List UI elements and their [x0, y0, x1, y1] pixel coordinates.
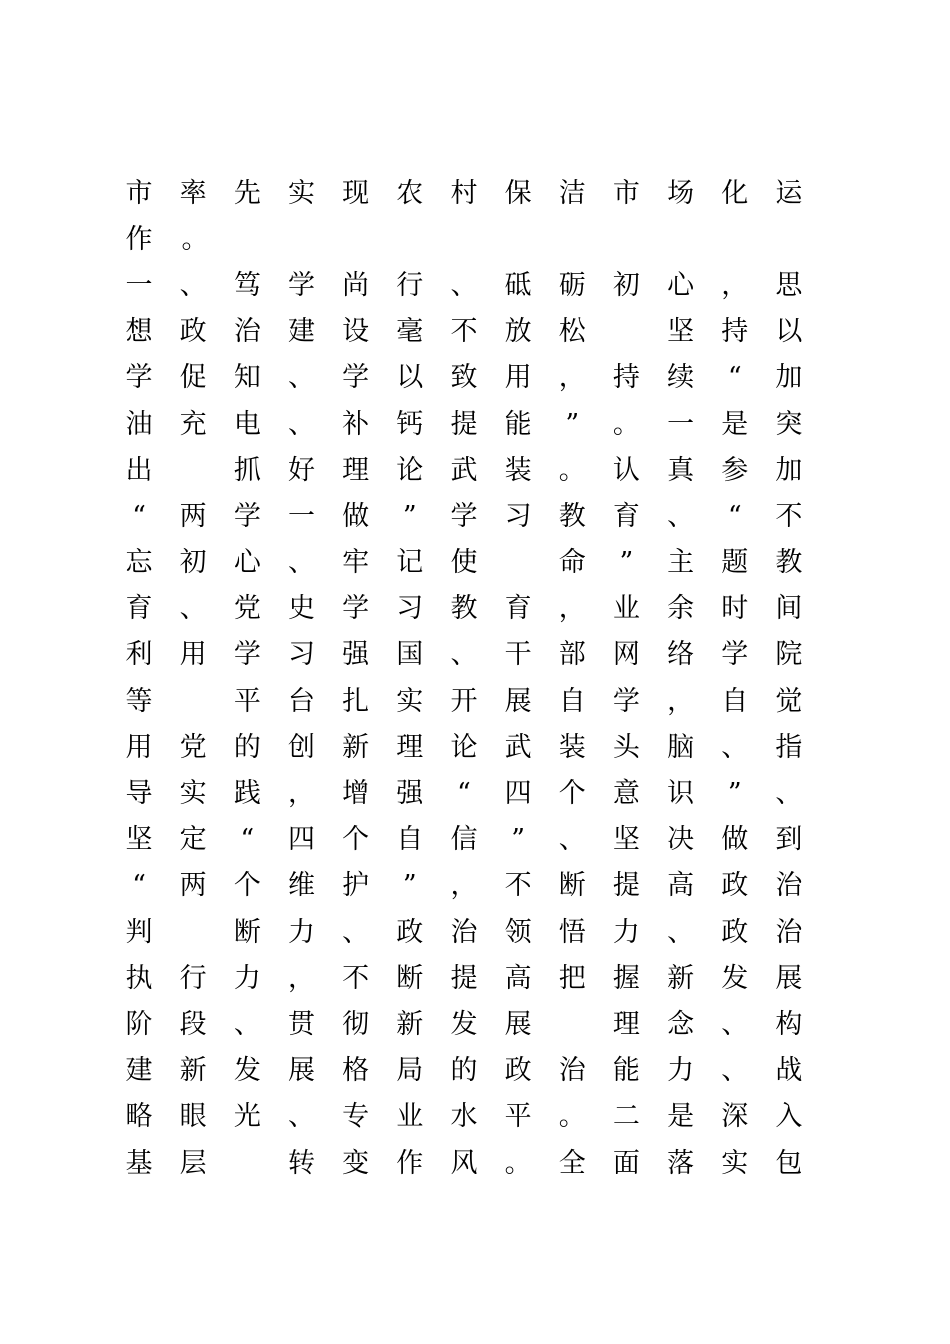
text-char: “ [132, 500, 146, 532]
text-char: 深 [721, 1101, 749, 1133]
text-char: 格 [342, 1055, 370, 1087]
text-char: 育 [125, 593, 153, 625]
text-char: 政 [179, 316, 207, 348]
text-char: 是 [667, 1101, 695, 1133]
text-line [124, 1048, 804, 1094]
text-char: 贯 [287, 1008, 315, 1040]
text-char: 彻 [342, 1008, 370, 1040]
text-char: 心 [233, 547, 261, 579]
text-char: 建 [287, 316, 315, 348]
text-char: 论 [450, 731, 478, 763]
text-char: 参 [721, 454, 749, 486]
text-char: 觉 [775, 685, 803, 717]
text-char: 把 [558, 962, 586, 994]
text-char: 、 [775, 778, 803, 810]
text-char: 使 [450, 547, 478, 579]
text-char: 四 [504, 778, 532, 810]
text-char: 层 [179, 1147, 207, 1179]
text-char: 、 [667, 500, 695, 532]
text-char: 决 [667, 824, 695, 856]
text-char: 政 [721, 870, 749, 902]
text-char: 力 [233, 962, 261, 994]
text-line [124, 724, 804, 770]
text-char: 发 [233, 1055, 261, 1087]
text-line [124, 355, 804, 401]
text-char: 学 [233, 639, 261, 671]
text-char: 、 [450, 639, 478, 671]
text-char: ” [402, 500, 417, 532]
text-char: 一 [667, 408, 695, 440]
text-char: 、 [558, 824, 586, 856]
text-char: 念 [667, 1008, 695, 1040]
text-char: 两 [179, 870, 207, 902]
text-char: 国 [396, 639, 424, 671]
text-char: 眼 [179, 1101, 207, 1133]
text-char: 油 [125, 408, 153, 440]
text-char: 忘 [125, 547, 153, 579]
text-char: “ [727, 500, 742, 532]
text-char: 增 [342, 778, 370, 810]
text-char: 网 [612, 639, 640, 671]
text-char: 平 [504, 1101, 532, 1133]
text-char: 定 [179, 824, 207, 856]
text-char: 平 [233, 685, 261, 717]
text-char: 握 [612, 962, 640, 994]
text-char: 砺 [558, 269, 586, 301]
text-char: 部 [558, 639, 586, 671]
text-char: 面 [612, 1147, 640, 1179]
text-char: 学 [287, 269, 315, 301]
text-char: 治 [450, 916, 478, 948]
text-char: 尚 [342, 269, 370, 301]
text-char: 悟 [558, 916, 586, 948]
text-line [124, 309, 804, 355]
text-char: 学 [612, 685, 640, 717]
text-line [124, 1001, 804, 1047]
text-char: 钙 [396, 408, 424, 440]
text-char: 光 [233, 1101, 261, 1133]
text-char: 现 [342, 177, 370, 209]
text-char: 能 [612, 1055, 640, 1087]
text-char: 心 [667, 269, 695, 301]
text-char: 初 [179, 547, 207, 579]
text-line [124, 817, 804, 863]
text-char: 教 [450, 593, 478, 625]
text-char: 扎 [342, 685, 370, 717]
text-char: 高 [504, 962, 532, 994]
text-char: 能 [504, 408, 532, 440]
text-char: 松 [558, 316, 586, 348]
text-char: 新 [342, 731, 370, 763]
text-char: 局 [396, 1055, 424, 1087]
text-char: 执 [125, 962, 153, 994]
text-char: 村 [450, 177, 478, 209]
text-char: 教 [558, 500, 586, 532]
text-line [124, 770, 804, 816]
text-char: 用 [179, 639, 207, 671]
text-char: 初 [612, 269, 640, 301]
text-char: 。 [558, 1101, 586, 1133]
text-char: 武 [504, 731, 532, 763]
text-char: 全 [558, 1147, 586, 1179]
text-char: 战 [775, 1055, 803, 1087]
text-char: 提 [450, 408, 478, 440]
text-char: 强 [342, 639, 370, 671]
text-char: 装 [558, 731, 586, 763]
text-char: ， [721, 269, 749, 301]
text-char: 识 [667, 778, 695, 810]
text-char: 入 [775, 1101, 803, 1133]
text-char: 放 [504, 316, 532, 348]
text-char: ， [450, 870, 478, 902]
text-char: 间 [775, 593, 803, 625]
text-char: 断 [558, 870, 586, 902]
text-char: 落 [667, 1147, 695, 1179]
text-char: 信 [450, 824, 478, 856]
text-char: 、 [287, 362, 315, 394]
text-char: 个 [233, 870, 261, 902]
text-char: 习 [396, 593, 424, 625]
document-body [124, 170, 804, 1186]
text-char: ” [402, 870, 417, 902]
text-char: 坚 [667, 316, 695, 348]
text-char: 创 [287, 731, 315, 763]
text-char: 的 [233, 731, 261, 763]
text-line [124, 1094, 804, 1140]
text-char: “ [727, 362, 742, 394]
text-char: 、 [179, 269, 207, 301]
text-char: 题 [721, 547, 749, 579]
text-char: 水 [450, 1101, 478, 1133]
text-line [124, 447, 804, 493]
text-char: 干 [504, 639, 532, 671]
text-char: 持 [612, 362, 640, 394]
text-char: 个 [558, 778, 586, 810]
text-char: ” [619, 547, 634, 579]
text-char: 头 [612, 731, 640, 763]
text-char: 变 [342, 1147, 370, 1179]
text-char: 。 [612, 408, 640, 440]
text-char: 阶 [125, 1008, 153, 1040]
text-char: 。 [558, 454, 586, 486]
text-char: 展 [504, 685, 532, 717]
text-line [124, 540, 804, 586]
text-char: 记 [396, 547, 424, 579]
text-char: 武 [450, 454, 478, 486]
text-char: 牢 [342, 547, 370, 579]
text-char: 好 [287, 454, 315, 486]
text-char: 政 [504, 1055, 532, 1087]
text-char: 时 [721, 593, 749, 625]
text-char: 护 [342, 870, 370, 902]
text-char: 保 [504, 177, 532, 209]
text-char: 利 [125, 639, 153, 671]
text-char: 包 [775, 1147, 803, 1179]
text-char: 理 [342, 454, 370, 486]
text-char: 两 [179, 500, 207, 532]
text-char: 导 [125, 778, 153, 810]
text-char: ” [565, 408, 580, 440]
text-char: ， [558, 362, 586, 394]
text-char [232, 1150, 262, 1177]
text-char: ， [287, 962, 315, 994]
text-char: 断 [233, 916, 261, 948]
text-char: 坚 [612, 824, 640, 856]
text-char: 习 [504, 500, 532, 532]
text-char: 段 [179, 1008, 207, 1040]
text-char: 学 [450, 500, 478, 532]
text-char: 践 [233, 778, 261, 810]
text-char: 认 [612, 454, 640, 486]
text-char: 教 [775, 547, 803, 579]
text-char: 四 [287, 824, 315, 856]
text-char: 业 [612, 593, 640, 625]
text-char: 、 [721, 731, 749, 763]
text-char: ， [667, 685, 695, 717]
text-char: 理 [396, 731, 424, 763]
text-char: 加 [775, 454, 803, 486]
text-char: 笃 [233, 269, 261, 301]
text-char: 判 [125, 916, 153, 948]
text-char: 想 [125, 316, 153, 348]
text-char: 一 [125, 269, 153, 301]
text-char: 到 [775, 824, 803, 856]
text-char: ， [558, 593, 586, 625]
text-char: 、 [667, 916, 695, 948]
text-char: 高 [667, 870, 695, 902]
text-char: 农 [396, 177, 424, 209]
text-char: 意 [612, 778, 640, 810]
text-char: 二 [612, 1101, 640, 1133]
text-char: “ [132, 870, 146, 902]
text-char: 行 [396, 269, 424, 301]
text-char: 院 [775, 639, 803, 671]
text-char: 加 [775, 362, 803, 394]
text-char: 促 [179, 362, 207, 394]
text-char: 政 [396, 916, 424, 948]
text-char: 作 [396, 1147, 424, 1179]
text-char: 学 [342, 593, 370, 625]
text-char: 用 [125, 731, 153, 763]
text-char: 、 [287, 408, 315, 440]
text-char: 实 [287, 177, 315, 209]
text-char: 力 [287, 916, 315, 948]
text-char: 育 [612, 500, 640, 532]
text-char: “ [240, 824, 255, 856]
text-char: 略 [125, 1101, 153, 1133]
text-line [124, 262, 804, 308]
text-char: ， [287, 778, 315, 810]
text-char: 提 [450, 962, 478, 994]
text-line [124, 216, 804, 262]
text-char: 建 [125, 1055, 153, 1087]
text-char: 治 [775, 870, 803, 902]
text-char: 台 [287, 685, 315, 717]
text-char: 续 [667, 362, 695, 394]
text-char: 治 [233, 316, 261, 348]
text-char: 提 [612, 870, 640, 902]
text-char: 党 [179, 731, 207, 763]
text-char: 学 [721, 639, 749, 671]
text-char: 新 [396, 1008, 424, 1040]
text-char: 自 [721, 685, 749, 717]
text-char: 脑 [667, 731, 695, 763]
text-char: 真 [667, 454, 695, 486]
text-char: 市 [125, 177, 153, 209]
text-char: 知 [233, 362, 261, 394]
text-char: 习 [287, 639, 315, 671]
text-char: 论 [396, 454, 424, 486]
text-char: 余 [667, 593, 695, 625]
text-char: 新 [667, 962, 695, 994]
text-line [124, 955, 804, 1001]
text-char [178, 688, 208, 715]
text-line [124, 586, 804, 632]
text-char [503, 549, 533, 576]
text-char: 场 [667, 177, 695, 209]
text-char: 坚 [125, 824, 153, 856]
text-char: 做 [721, 824, 749, 856]
text-char: 开 [450, 685, 478, 717]
text-char: 率 [179, 177, 207, 209]
text-char: 专 [342, 1101, 370, 1133]
text-char: 实 [396, 685, 424, 717]
text-char: 用 [504, 362, 532, 394]
text-char: 砥 [504, 269, 532, 301]
text-char: 政 [721, 916, 749, 948]
text-char: “ [457, 778, 471, 810]
text-char: 一 [287, 500, 315, 532]
text-char: 做 [342, 500, 370, 532]
text-char: 维 [287, 870, 315, 902]
text-char: 装 [504, 454, 532, 486]
text-char: 、 [287, 547, 315, 579]
text-char: 治 [775, 916, 803, 948]
text-char: 。 [504, 1147, 532, 1179]
text-char: 命 [558, 547, 586, 579]
text-char: 持 [721, 316, 749, 348]
text-line [124, 863, 804, 909]
text-char: 实 [179, 778, 207, 810]
text-char: 电 [233, 408, 261, 440]
text-line [124, 678, 804, 724]
text-char: 领 [504, 916, 532, 948]
text-char: 、 [721, 1055, 749, 1087]
text-char: 设 [342, 316, 370, 348]
text-char: 不 [342, 962, 370, 994]
text-char [611, 318, 641, 345]
text-char: 不 [775, 500, 803, 532]
text-char: 自 [396, 824, 424, 856]
text-char: 。 [181, 223, 209, 255]
text-char: 补 [342, 408, 370, 440]
text-char: 充 [179, 408, 207, 440]
text-char: 自 [558, 685, 586, 717]
text-char: 不 [450, 316, 478, 348]
text-char: 突 [775, 408, 803, 440]
text-char: 党 [233, 593, 261, 625]
text-char: 行 [179, 962, 207, 994]
text-char [557, 1011, 587, 1038]
text-char: 断 [396, 962, 424, 994]
text-char: 、 [721, 1008, 749, 1040]
text-char: 、 [342, 916, 370, 948]
text-char: 史 [287, 593, 315, 625]
text-char: 力 [612, 916, 640, 948]
text-char: 基 [125, 1147, 153, 1179]
text-char: 主 [667, 547, 695, 579]
text-char: 是 [721, 408, 749, 440]
text-char: 展 [775, 962, 803, 994]
text-char: 强 [396, 778, 424, 810]
text-char: 作 [125, 223, 153, 255]
text-char: 出 [125, 454, 153, 486]
text-line [124, 909, 804, 955]
text-char: 实 [721, 1147, 749, 1179]
text-char: 发 [450, 1008, 478, 1040]
text-char: 洁 [558, 177, 586, 209]
text-char: 先 [233, 177, 261, 209]
text-char: 络 [667, 639, 695, 671]
text-char: 学 [342, 362, 370, 394]
text-char: 学 [233, 500, 261, 532]
text-char [178, 457, 208, 484]
text-char: 个 [342, 824, 370, 856]
text-line [124, 493, 804, 539]
text-char: 治 [558, 1055, 586, 1087]
text-char: 转 [287, 1147, 315, 1179]
text-char: 理 [612, 1008, 640, 1040]
text-char: 、 [287, 1101, 315, 1133]
text-line [124, 170, 804, 216]
text-char: 市 [612, 177, 640, 209]
text-char [178, 919, 208, 946]
text-char: 指 [775, 731, 803, 763]
text-char: 、 [450, 269, 478, 301]
text-char: 致 [450, 362, 478, 394]
text-char: 化 [721, 177, 749, 209]
text-char: 抓 [233, 454, 261, 486]
text-char: 以 [775, 316, 803, 348]
text-line [124, 1140, 804, 1186]
text-line [124, 632, 804, 678]
text-char: 新 [179, 1055, 207, 1087]
text-char: 展 [504, 1008, 532, 1040]
text-char: 构 [775, 1008, 803, 1040]
text-line [124, 401, 804, 447]
text-char: 、 [179, 593, 207, 625]
text-char: 风 [450, 1147, 478, 1179]
text-char: 育 [504, 593, 532, 625]
text-char: 发 [721, 962, 749, 994]
text-char: 以 [396, 362, 424, 394]
text-char: 学 [125, 362, 153, 394]
text-char: 不 [504, 870, 532, 902]
text-char: 的 [450, 1055, 478, 1087]
text-char: 等 [125, 685, 153, 717]
text-char: ” [511, 824, 525, 856]
text-char: 毫 [396, 316, 424, 348]
text-char: ” [727, 778, 742, 810]
text-char: 、 [233, 1008, 261, 1040]
text-char: 展 [287, 1055, 315, 1087]
text-char: 力 [667, 1055, 695, 1087]
text-char: 运 [775, 177, 803, 209]
text-char: 思 [775, 269, 803, 301]
text-char: 业 [396, 1101, 424, 1133]
